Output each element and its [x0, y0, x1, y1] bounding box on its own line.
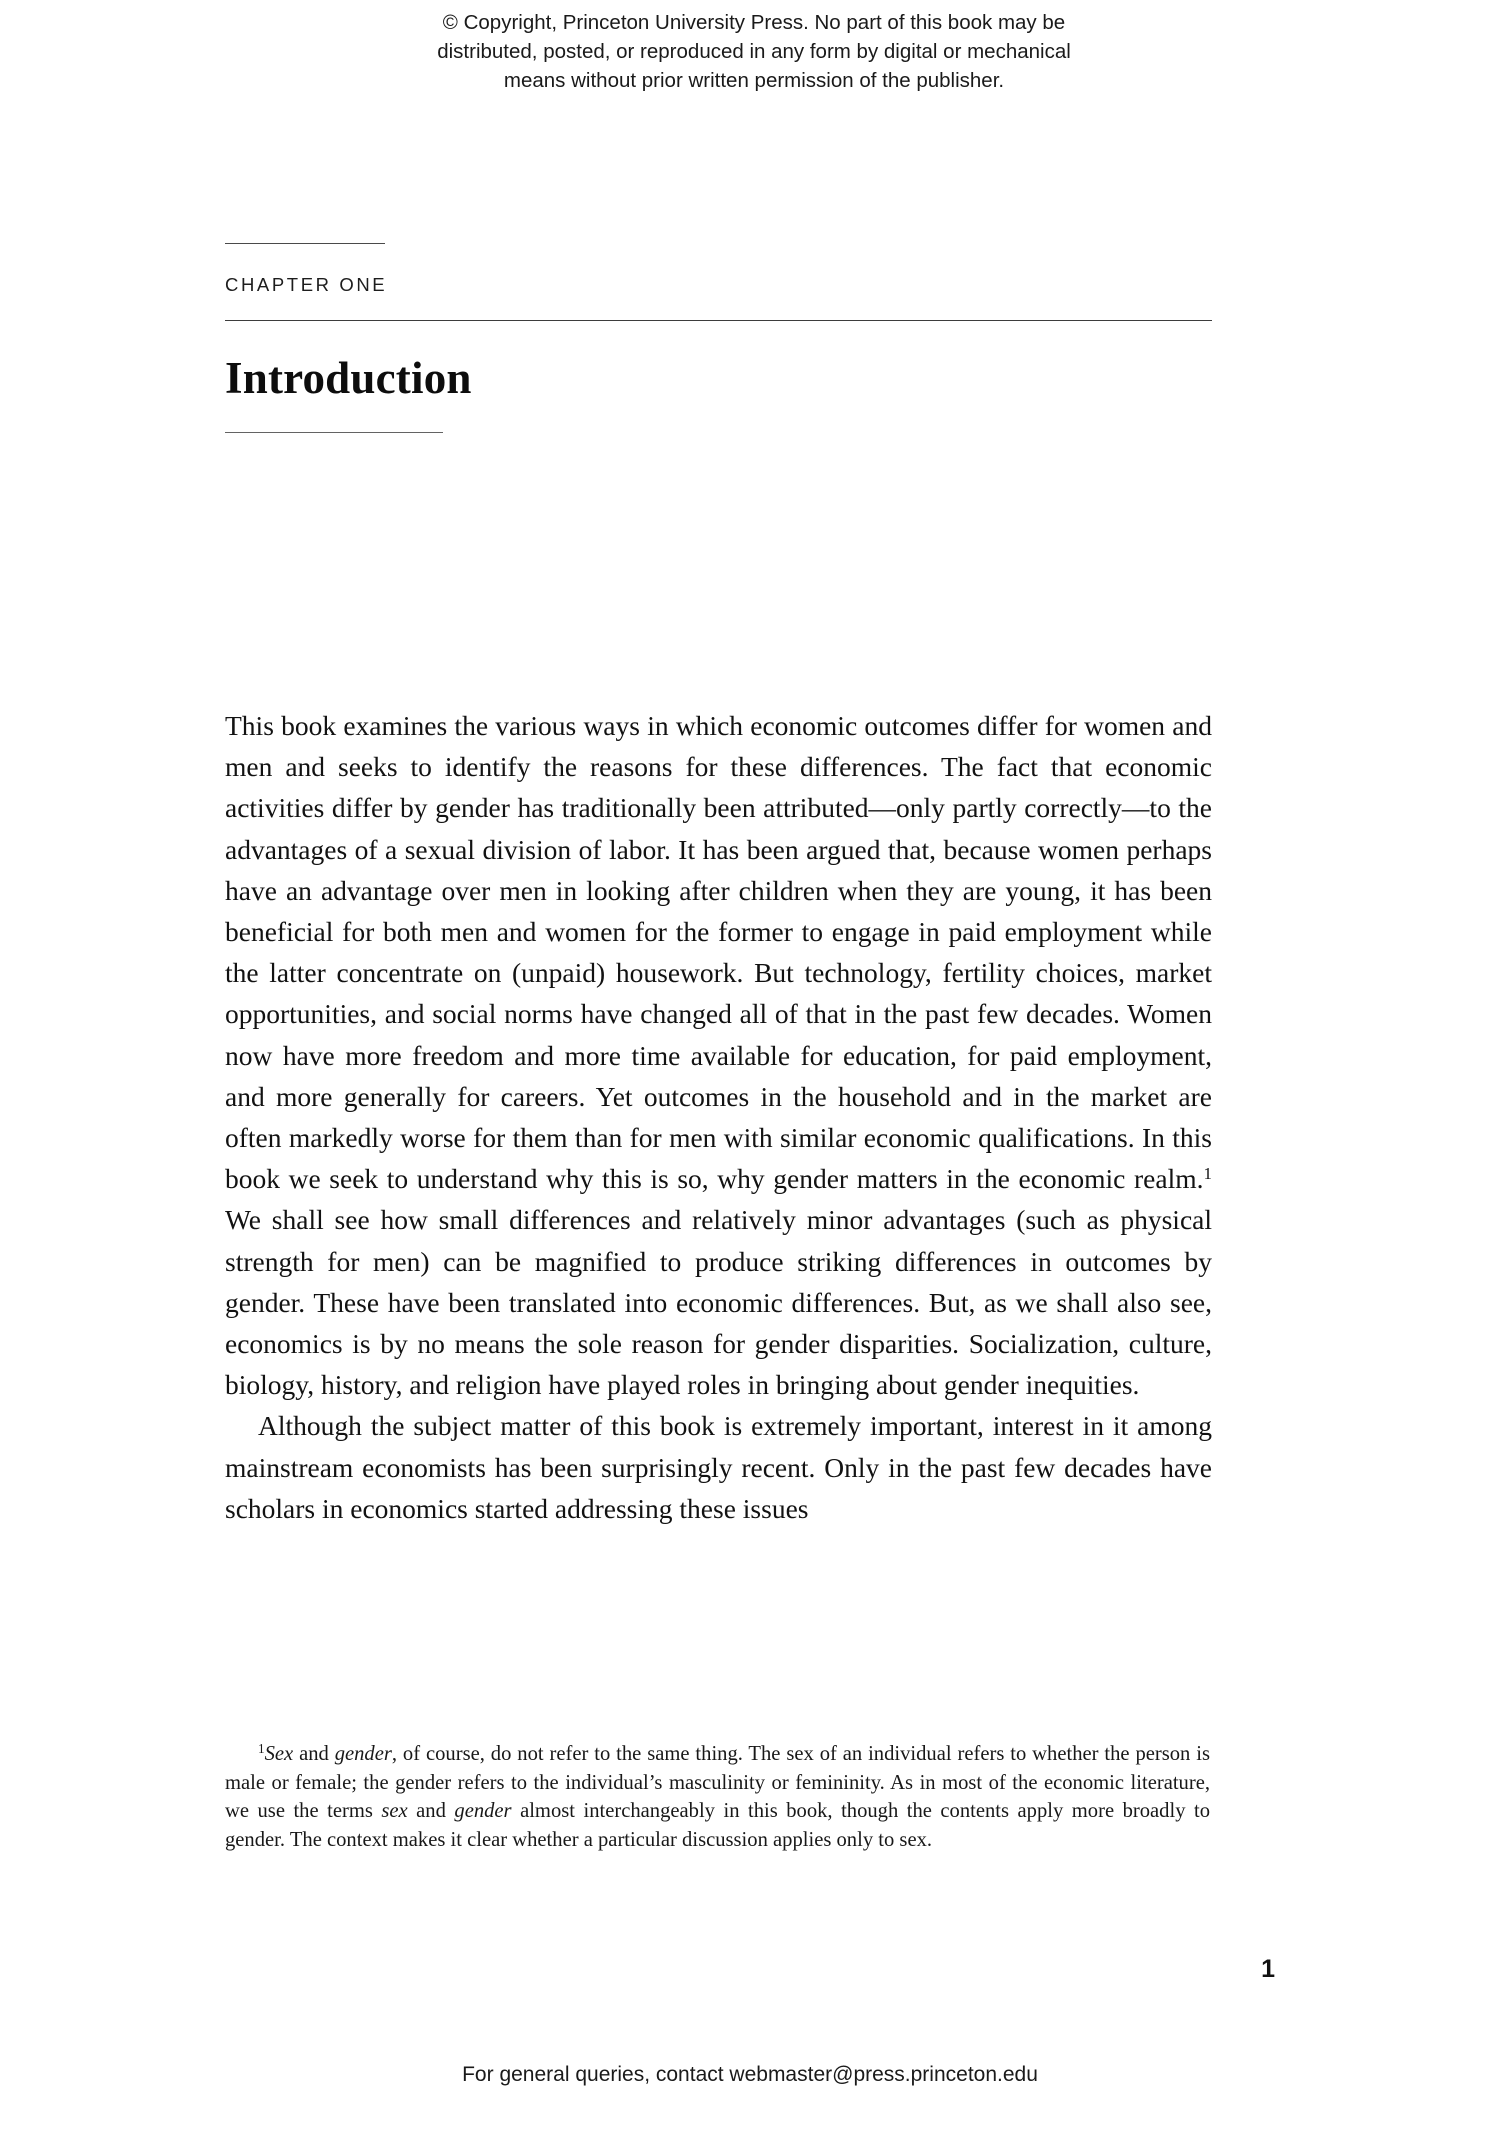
footnote-text-2: , of course, do not refer to the same thing. The sex of an individual refers to whether the person is male or female; the gender refers to the individual’s masculinity or femininity. As in most of the economic literature, we use the terms: [225, 1743, 1210, 1823]
copyright-line-1: © Copyright, Princeton University Press. No part of this book may be: [442, 11, 1066, 34]
chapter-masthead: [225, 243, 1225, 433]
footnote-number: 1: [258, 1740, 265, 1756]
footnote-reference-marker[interactable]: 1: [1203, 1164, 1212, 1184]
rule-above-chapter-title: [225, 320, 1212, 321]
paragraph-1-text: This book examines the various ways in which economic outcomes differ for women and men and seeks to identify the reasons for these differences. The fact that economic activities differ by gender has traditionally been attributed—only partly correctly—to the advantages of a sexual division of labor. It has been argued that, because women perhaps have an advantage over men in looking after children when they are young, it has been beneficial for both men and women for the former to engage in paid employment while the latter concentrate on (unpaid) housework. But technology, fertility choices, market opportunities, and social norms have changed all of that in the past few decades. Women now have more freedom and more time available for education, for paid employment, and more generally for careers. Yet outcomes in the household and in the market are often markedly worse for them than for men with similar economic qualifications. In this book we seek to understand why this is so, why gender matters in the economic realm.: [225, 710, 1212, 1195]
footnote-text-4: almost interchangeably in this book, though the contents apply more broadly to gender. The context makes it clear whether a particular discussion applies only to sex.: [225, 1800, 1211, 1851]
copyright-line-3: means without prior written permission of the publisher.: [503, 69, 1005, 92]
paragraph-2: Although the subject matter of this book is extremely important, interest in it among mainstream economists has been surprisingly recent. Only in the past few decades have scholars in economics started addressing these issues: [225, 1410, 1212, 1524]
rule-below-chapter-title: [225, 432, 443, 433]
copyright-notice: [374, 8, 1134, 95]
footer-queries-notice: For general queries, contact webmaster@press.princeton.edu: [462, 2063, 1038, 2086]
footnote-text-1: and: [293, 1743, 335, 1765]
footnote-italic-gender-2: gender: [454, 1800, 512, 1823]
footnote-1: [225, 1740, 1210, 1854]
footnote-text-3: and: [407, 1800, 455, 1823]
footnote-italic-sex-2: sex: [381, 1800, 408, 1823]
rule-above-chapter-label: [225, 243, 385, 244]
page-number: 1: [1261, 1955, 1275, 1983]
body-text: [225, 705, 1212, 1529]
footnote-italic-gender: gender: [334, 1743, 392, 1765]
page-title: Introduction: [225, 352, 472, 403]
chapter-label: CHAPTER ONE: [225, 274, 388, 295]
paragraph-1: [225, 705, 1212, 1405]
footnote-italic-sex: Sex: [264, 1743, 294, 1765]
paragraph-1-text-continued: We shall see how small differences and relatively minor advantages (such as physical strength for men) can be magnified to produce striking differences in outcomes by gender. These have been translated into economic differences. But, as we shall also see, economics is by no means the sole reason for gender disparities. Socialization, culture, biology, history, and religion have played roles in bringing about gender inequities.: [225, 1204, 1212, 1401]
copyright-line-2: distributed, posted, or reproduced in any form by digital or mechanical: [437, 40, 1071, 63]
footnote-block: [225, 1740, 1210, 1854]
